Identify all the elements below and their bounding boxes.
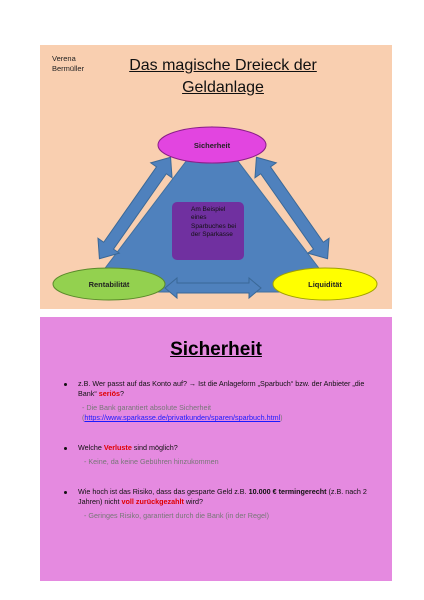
item-text-end: ?	[119, 389, 124, 398]
item-emphasis: voll zurückgezahlt	[121, 497, 184, 506]
item-answer: - Geringes Risiko, garantiert durch die Bank (in der Regel)	[84, 511, 269, 520]
item-emphasis: seriös	[98, 389, 120, 398]
item-bold: 10.000 € termingerecht	[248, 487, 327, 496]
answer-link-wrap: (https://www.sparkasse.de/privatkunden/sparen/sparbuch.html)	[82, 413, 283, 422]
list-item	[62, 487, 382, 507]
sicherheit-label: Sicherheit	[193, 140, 231, 150]
slide-magic-triangle	[40, 45, 392, 309]
item-text-mid: (z.B. nach 2 Jahren) nicht	[78, 487, 367, 506]
rentabilitaet-label: Rentabilität	[88, 279, 130, 289]
item-text: Welche	[78, 443, 104, 452]
item-text-end: sind möglich?	[131, 443, 178, 452]
item-text: Wie hoch ist das Risiko, dass das gesparte Geld z.B.	[78, 487, 249, 496]
example-text: Am Beispiel eines Sparbuches bei der Sparkasse	[191, 206, 237, 239]
item-text: z.B. Wer passt auf das Konto auf? → Ist die Anlageform „Sparbuch“ bzw. der Anbieter „die Bank“	[78, 379, 365, 398]
content-list	[62, 379, 382, 521]
item-answer: - Keine, da keine Gebühren hinzukommen	[84, 457, 219, 466]
slide-title-sicherheit: Sicherheit	[170, 339, 262, 360]
liquiditaet-label: Liquidität	[308, 279, 342, 289]
list-item	[62, 379, 382, 399]
author-name: Verena Bermüller	[52, 54, 85, 73]
list-item	[62, 443, 382, 453]
answer-line: - Die Bank garantiert absolute Sicherheit	[82, 403, 212, 412]
item-text-end: wird?	[183, 497, 204, 506]
sparkasse-link[interactable]: https://www.sparkasse.de/privatkunden/sparen/sparbuch.html	[84, 413, 281, 422]
slide-sicherheit	[40, 317, 392, 581]
item-answer	[62, 403, 382, 423]
slide-title: Das magische Dreieck der Geldanlage	[129, 57, 317, 96]
item-emphasis: Verluste	[103, 443, 132, 452]
